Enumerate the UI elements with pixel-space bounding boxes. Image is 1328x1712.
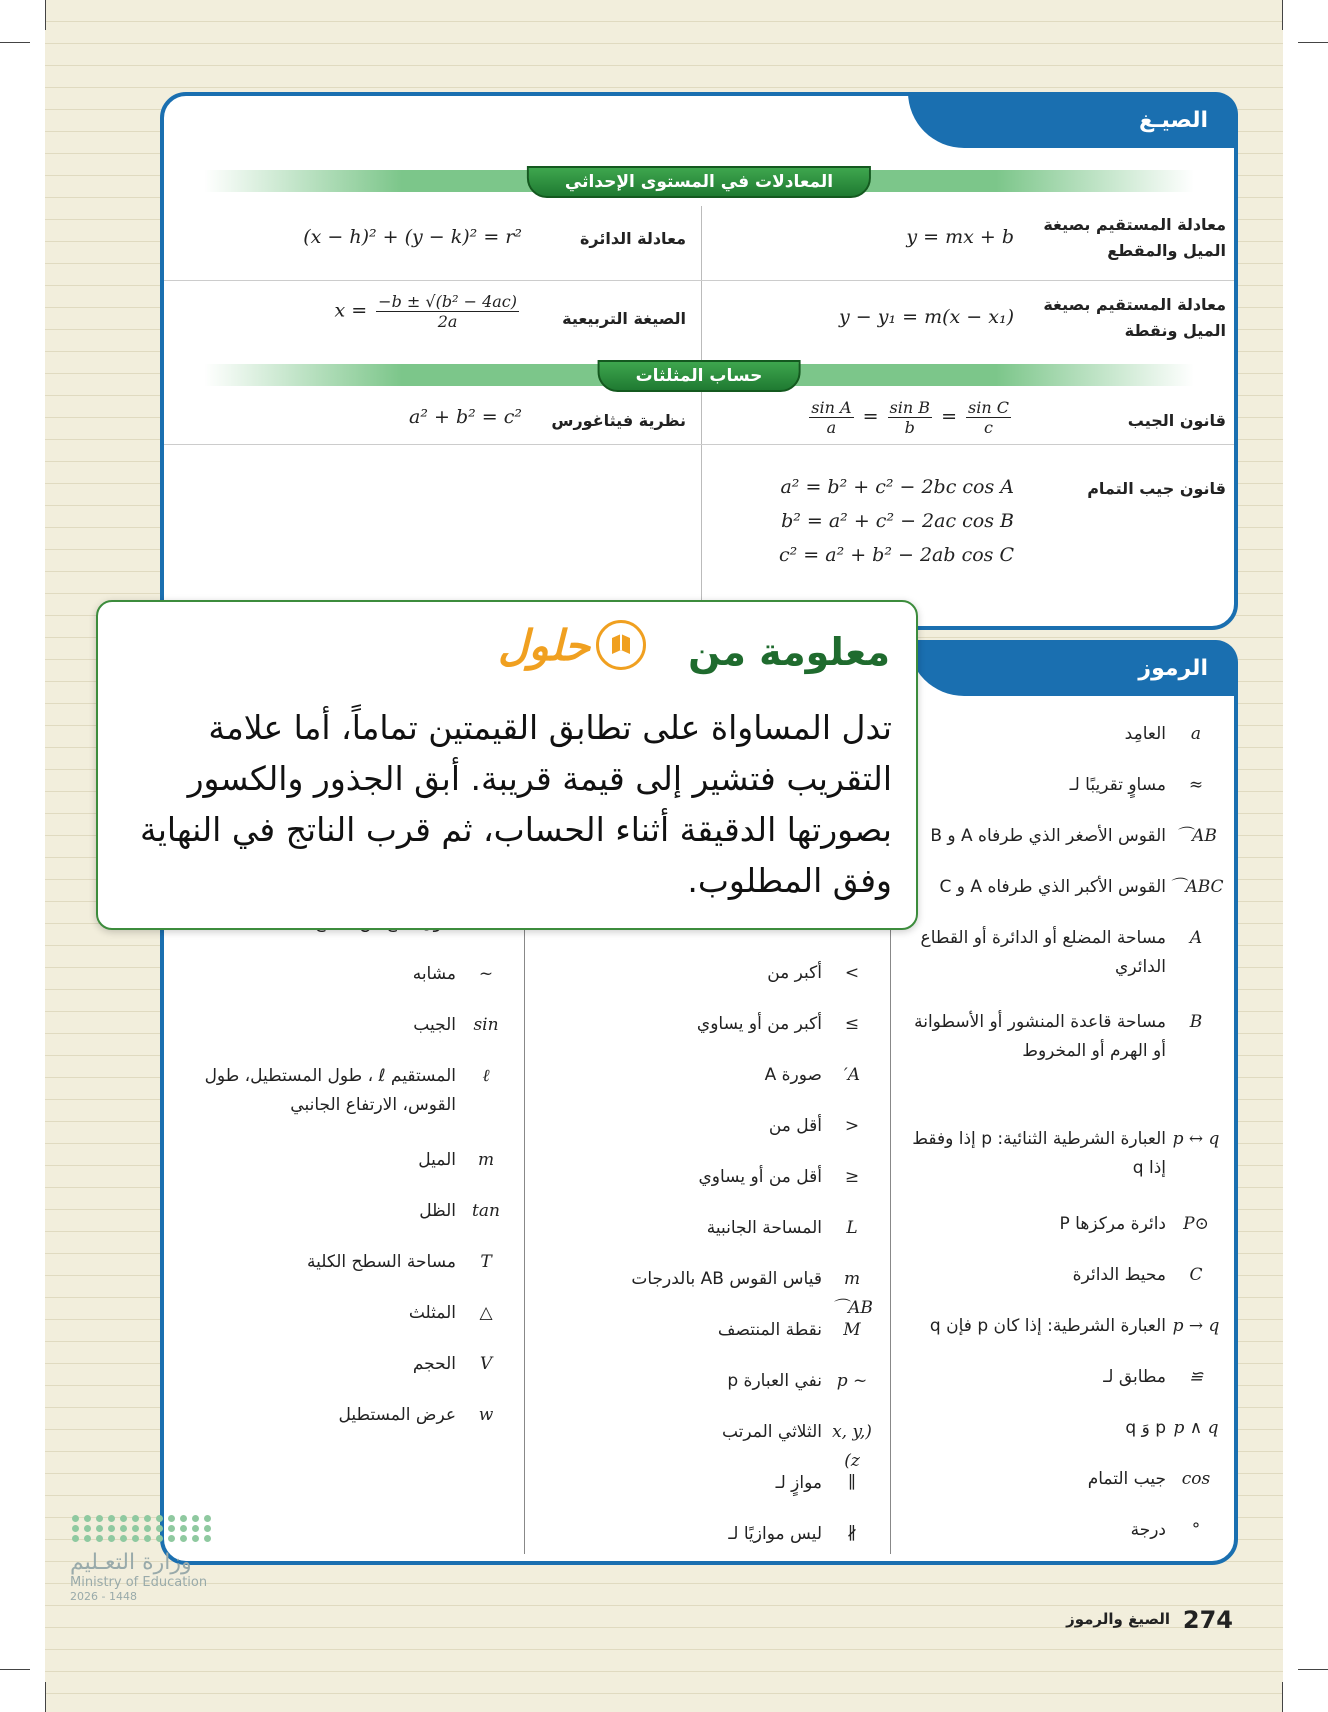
crop-mark: [1282, 0, 1283, 30]
symbol: L: [846, 1218, 858, 1238]
symbol-description: أقل من أو يساوي: [698, 1167, 822, 1187]
symbol-row: [896, 1008, 1226, 1066]
crop-mark: [45, 1682, 46, 1712]
formulas-title: الصيـغ: [908, 92, 1238, 148]
symbol-description: أكبر من أو يساوي: [696, 1014, 822, 1034]
symbol-description: الميل: [418, 1150, 456, 1171]
symbol-row: [522, 1520, 882, 1549]
symbol-description: القوس الأصغر الذي طرفاه A و B: [930, 826, 1166, 846]
column-divider: [701, 206, 702, 626]
symbol-description: درجة: [1130, 1519, 1166, 1540]
symbol-row: [522, 1214, 882, 1243]
symbol-row: [176, 1062, 516, 1120]
symbol-description: الظل: [419, 1201, 456, 1222]
symbol-description: ليس موازيًا لـ: [728, 1524, 822, 1544]
symbol-description: مشابه: [412, 964, 456, 984]
brand-logo: [498, 620, 646, 670]
pythagorean-theorem-formula: a² + b² = c²: [409, 406, 522, 428]
line-slope-intercept-formula: y = mx + b: [906, 226, 1014, 248]
section-title-coordinate: المعادلات في المستوى الإحداثي: [527, 166, 871, 198]
crop-mark: [0, 1669, 30, 1670]
symbol: ~ p: [836, 1371, 868, 1391]
symbol-row: [522, 1469, 882, 1498]
circle-equation-formula: (x − h)² + (y − k)² = r²: [303, 226, 522, 248]
symbol: m: [477, 1150, 495, 1171]
law-of-cosines-formula-c: c² = a² + b² − 2ab cos C: [778, 544, 1014, 566]
symbol-row: [896, 771, 1226, 800]
quadratic-denominator: 2a: [437, 312, 458, 331]
symbol: T: [480, 1252, 492, 1273]
law-sines-den: b: [904, 418, 915, 437]
symbol-description: قياس القوس AB بالدرجات: [631, 1269, 822, 1289]
symbol: p ↔ q: [1172, 1129, 1220, 1150]
symbol: (x, y, z): [832, 1422, 872, 1471]
symbol-description: أكبر من: [767, 963, 822, 983]
line-point-slope-label: معادلة المستقيم بصيغة الميل ونقطة: [1043, 295, 1226, 340]
symbol-description: المساحة الجانبية: [706, 1218, 822, 1238]
circle-equation-label: معادلة الدائرة: [579, 229, 686, 248]
crop-mark: [1298, 42, 1328, 43]
symbol: sin: [473, 1015, 499, 1035]
symbol: B: [1189, 1012, 1203, 1033]
info-popup: [96, 600, 918, 930]
symbol-description: مساحة المضلع أو الدائرة أو القطاع الدائري: [920, 928, 1166, 977]
symbol-row: [522, 1418, 882, 1476]
symbols-title: الرموز: [908, 640, 1238, 696]
symbol-row: [896, 1210, 1226, 1239]
symbol: ⊙P: [1183, 1213, 1209, 1234]
page-section-title: الصيغ والرموز: [1066, 1610, 1170, 1628]
symbol: A′: [843, 1065, 861, 1085]
pythagorean-theorem-label: نظرية فيثاغورس: [551, 411, 686, 430]
quadratic-formula-label: الصيغة التربيعية: [562, 309, 686, 328]
symbol: C: [1189, 1264, 1203, 1285]
symbol-description: المثلث: [408, 1303, 456, 1324]
symbol-row: [896, 924, 1226, 982]
symbol-row: [522, 1010, 882, 1039]
symbol-description: مساحة السطح الكلية: [306, 1252, 456, 1273]
symbol: m AB⌒: [831, 1269, 873, 1318]
symbol: A: [1189, 928, 1203, 948]
law-of-cosines-formula-a: a² = b² + c² − 2bc cos A: [780, 476, 1014, 498]
law-of-cosines-formula-b: b² = a² + c² − 2ac cos B: [781, 510, 1014, 532]
symbol-description: العامِد: [1124, 724, 1166, 744]
book-icon: [596, 620, 646, 670]
section-title-triangles: حساب المثلثات: [598, 360, 801, 392]
law-of-sines-formula: $\frac{\text{sin A}}{a}$ = $\frac{\text{sin B}}{b}$ = $\frac{\text{sin C}}{c}$: [811, 398, 1009, 437]
symbol: <: [844, 1116, 860, 1136]
symbol-description: جيب التمام: [1087, 1468, 1166, 1489]
quadratic-numerator: −b ± √(b² − 4ac): [378, 292, 517, 311]
law-of-sines-label: قانون الجيب: [1127, 411, 1226, 430]
symbol-row: [896, 1363, 1226, 1392]
crop-mark: [1282, 1682, 1283, 1712]
law-sines-den: c: [984, 418, 993, 437]
symbol-row: [896, 1261, 1226, 1290]
row-divider: [164, 280, 1234, 281]
ministry-name-ar: وزارة التعـليم: [70, 1550, 192, 1575]
line-point-slope-formula: y − y₁ = m(x − x₁): [839, 306, 1014, 328]
popup-body: تدل المساواة على تطابق القيمتين تماماً، أما علامة التقريب فتشير إلى قيمة قريبة. أبق الجذور والكسور بصورتها الدقيقة أثناء الحساب، ثم قرب الناتج في النهاية وفق المطلوب.: [140, 708, 892, 900]
symbol: tan: [472, 1201, 500, 1222]
symbol-row: [522, 1367, 882, 1396]
symbol: p ∧ q: [1173, 1417, 1219, 1438]
symbol: °: [1191, 1519, 1201, 1540]
symbol-description: الحجم: [412, 1354, 456, 1375]
quadratic-formula: [334, 292, 522, 331]
ministry-name-en: Ministry of Education: [70, 1575, 208, 1590]
symbol: ℓ: [482, 1066, 490, 1086]
popup-title: معلومة من: [688, 630, 890, 674]
law-sines-num: sin A: [811, 398, 852, 417]
symbol-description: p وَ q: [1125, 1417, 1166, 1438]
symbol-description: مساحة قاعدة المنشور أو الأسطوانة أو الهرم أو المخروط: [914, 1012, 1166, 1062]
ministry-dots-icon: [72, 1515, 230, 1542]
symbol: a: [1190, 724, 1202, 744]
symbol: ABC⌒: [1168, 877, 1224, 897]
symbol-row: [176, 1350, 516, 1379]
ministry-year: 2026 - 1448: [70, 1590, 137, 1603]
symbol-description: نفي العبارة p: [727, 1371, 822, 1391]
symbol: ≈: [1188, 775, 1204, 795]
symbol-description: القوس الأكبر الذي طرفاه A و C: [939, 877, 1166, 897]
symbol-description: محيط الدائرة: [1072, 1264, 1166, 1285]
symbol-description: موازٍ لـ: [775, 1473, 822, 1493]
symbol-description: العبارة الشرطية الثنائية: p إذا وفقط إذا q: [912, 1129, 1166, 1179]
symbol-row: [176, 1401, 516, 1430]
symbol: M: [843, 1320, 861, 1340]
page-margin-left: [0, 0, 45, 1712]
law-sines-den: a: [826, 418, 837, 437]
quadratic-lhs: x =: [334, 299, 368, 322]
symbol: △: [479, 1303, 493, 1324]
symbol: ≤: [844, 1167, 860, 1187]
section-band-triangles: [204, 364, 1194, 386]
section-band-coordinate: [204, 170, 1194, 192]
symbol-row: [176, 1197, 516, 1226]
symbol: w: [478, 1405, 494, 1426]
symbol-row: [176, 1248, 516, 1277]
symbol: ∥: [848, 1473, 856, 1493]
symbol-description: أقل من: [768, 1116, 822, 1136]
symbol: >: [844, 963, 860, 983]
symbol-row: [896, 1312, 1226, 1341]
symbol-row: [896, 1465, 1226, 1494]
symbol-row: [176, 1299, 516, 1328]
symbol-row: [522, 1265, 882, 1323]
symbol-row: [896, 1516, 1226, 1545]
law-sines-num: sin C: [968, 398, 1009, 417]
crop-mark: [45, 0, 46, 30]
crop-mark: [0, 42, 30, 43]
crop-mark: [1298, 1669, 1328, 1670]
symbol-row: [522, 1163, 882, 1192]
symbol-row: [896, 1414, 1226, 1443]
symbol-description: دائرة مركزها P: [1059, 1213, 1166, 1234]
law-of-cosines-label: قانون جيب التمام: [1087, 479, 1226, 498]
symbol-description: مساوٍ تقريبًا لـ: [1069, 775, 1166, 795]
symbol-description: نقطة المنتصف: [717, 1320, 822, 1340]
symbol-row: [896, 873, 1226, 902]
quadratic-fraction: [376, 292, 519, 331]
line-slope-intercept-label: معادلة المستقيم بصيغة الميل والمقطع: [1043, 215, 1226, 260]
symbol-row: [522, 1112, 882, 1141]
symbol: ≥: [844, 1014, 860, 1034]
symbol-description: الثلاثي المرتب: [721, 1422, 822, 1442]
row-divider: [164, 444, 1234, 445]
formulas-card: [160, 92, 1238, 630]
symbol-row: [896, 822, 1226, 851]
brand-name: حلول: [498, 620, 591, 670]
symbol-description: المستقيم ℓ ، طول المستطيل، طول القوس، الارتفاع الجانبي: [204, 1066, 456, 1115]
symbol-row: [176, 960, 516, 989]
symbol: V: [479, 1354, 493, 1375]
page-number: 274: [1182, 1606, 1233, 1634]
symbol-description: مطابق لـ: [1103, 1366, 1166, 1387]
symbol-row: [522, 1316, 882, 1345]
symbol: ≅: [1188, 1366, 1204, 1387]
law-sines-num: sin B: [889, 398, 931, 417]
symbol-row: [176, 1011, 516, 1040]
symbol-row: [176, 1146, 516, 1175]
page-margin-right: [1283, 0, 1328, 1712]
symbol-row: [522, 1061, 882, 1090]
ministry-logo: [70, 1515, 230, 1603]
symbol-description: عرض المستطيل: [338, 1405, 456, 1426]
symbol-row: [896, 1125, 1226, 1183]
symbol-description: الجيب: [413, 1015, 456, 1035]
symbol: cos: [1181, 1468, 1211, 1489]
symbol: ∦: [846, 1524, 858, 1544]
symbol-description: صورة A: [764, 1065, 822, 1085]
symbol: ~: [478, 964, 494, 984]
symbol-row: [896, 720, 1226, 749]
symbol: AB⌒: [1175, 826, 1217, 846]
symbol-description: العبارة الشرطية: إذا كان p فإن q: [929, 1315, 1166, 1336]
symbol: p → q: [1172, 1315, 1220, 1336]
symbol-row: [522, 959, 882, 988]
